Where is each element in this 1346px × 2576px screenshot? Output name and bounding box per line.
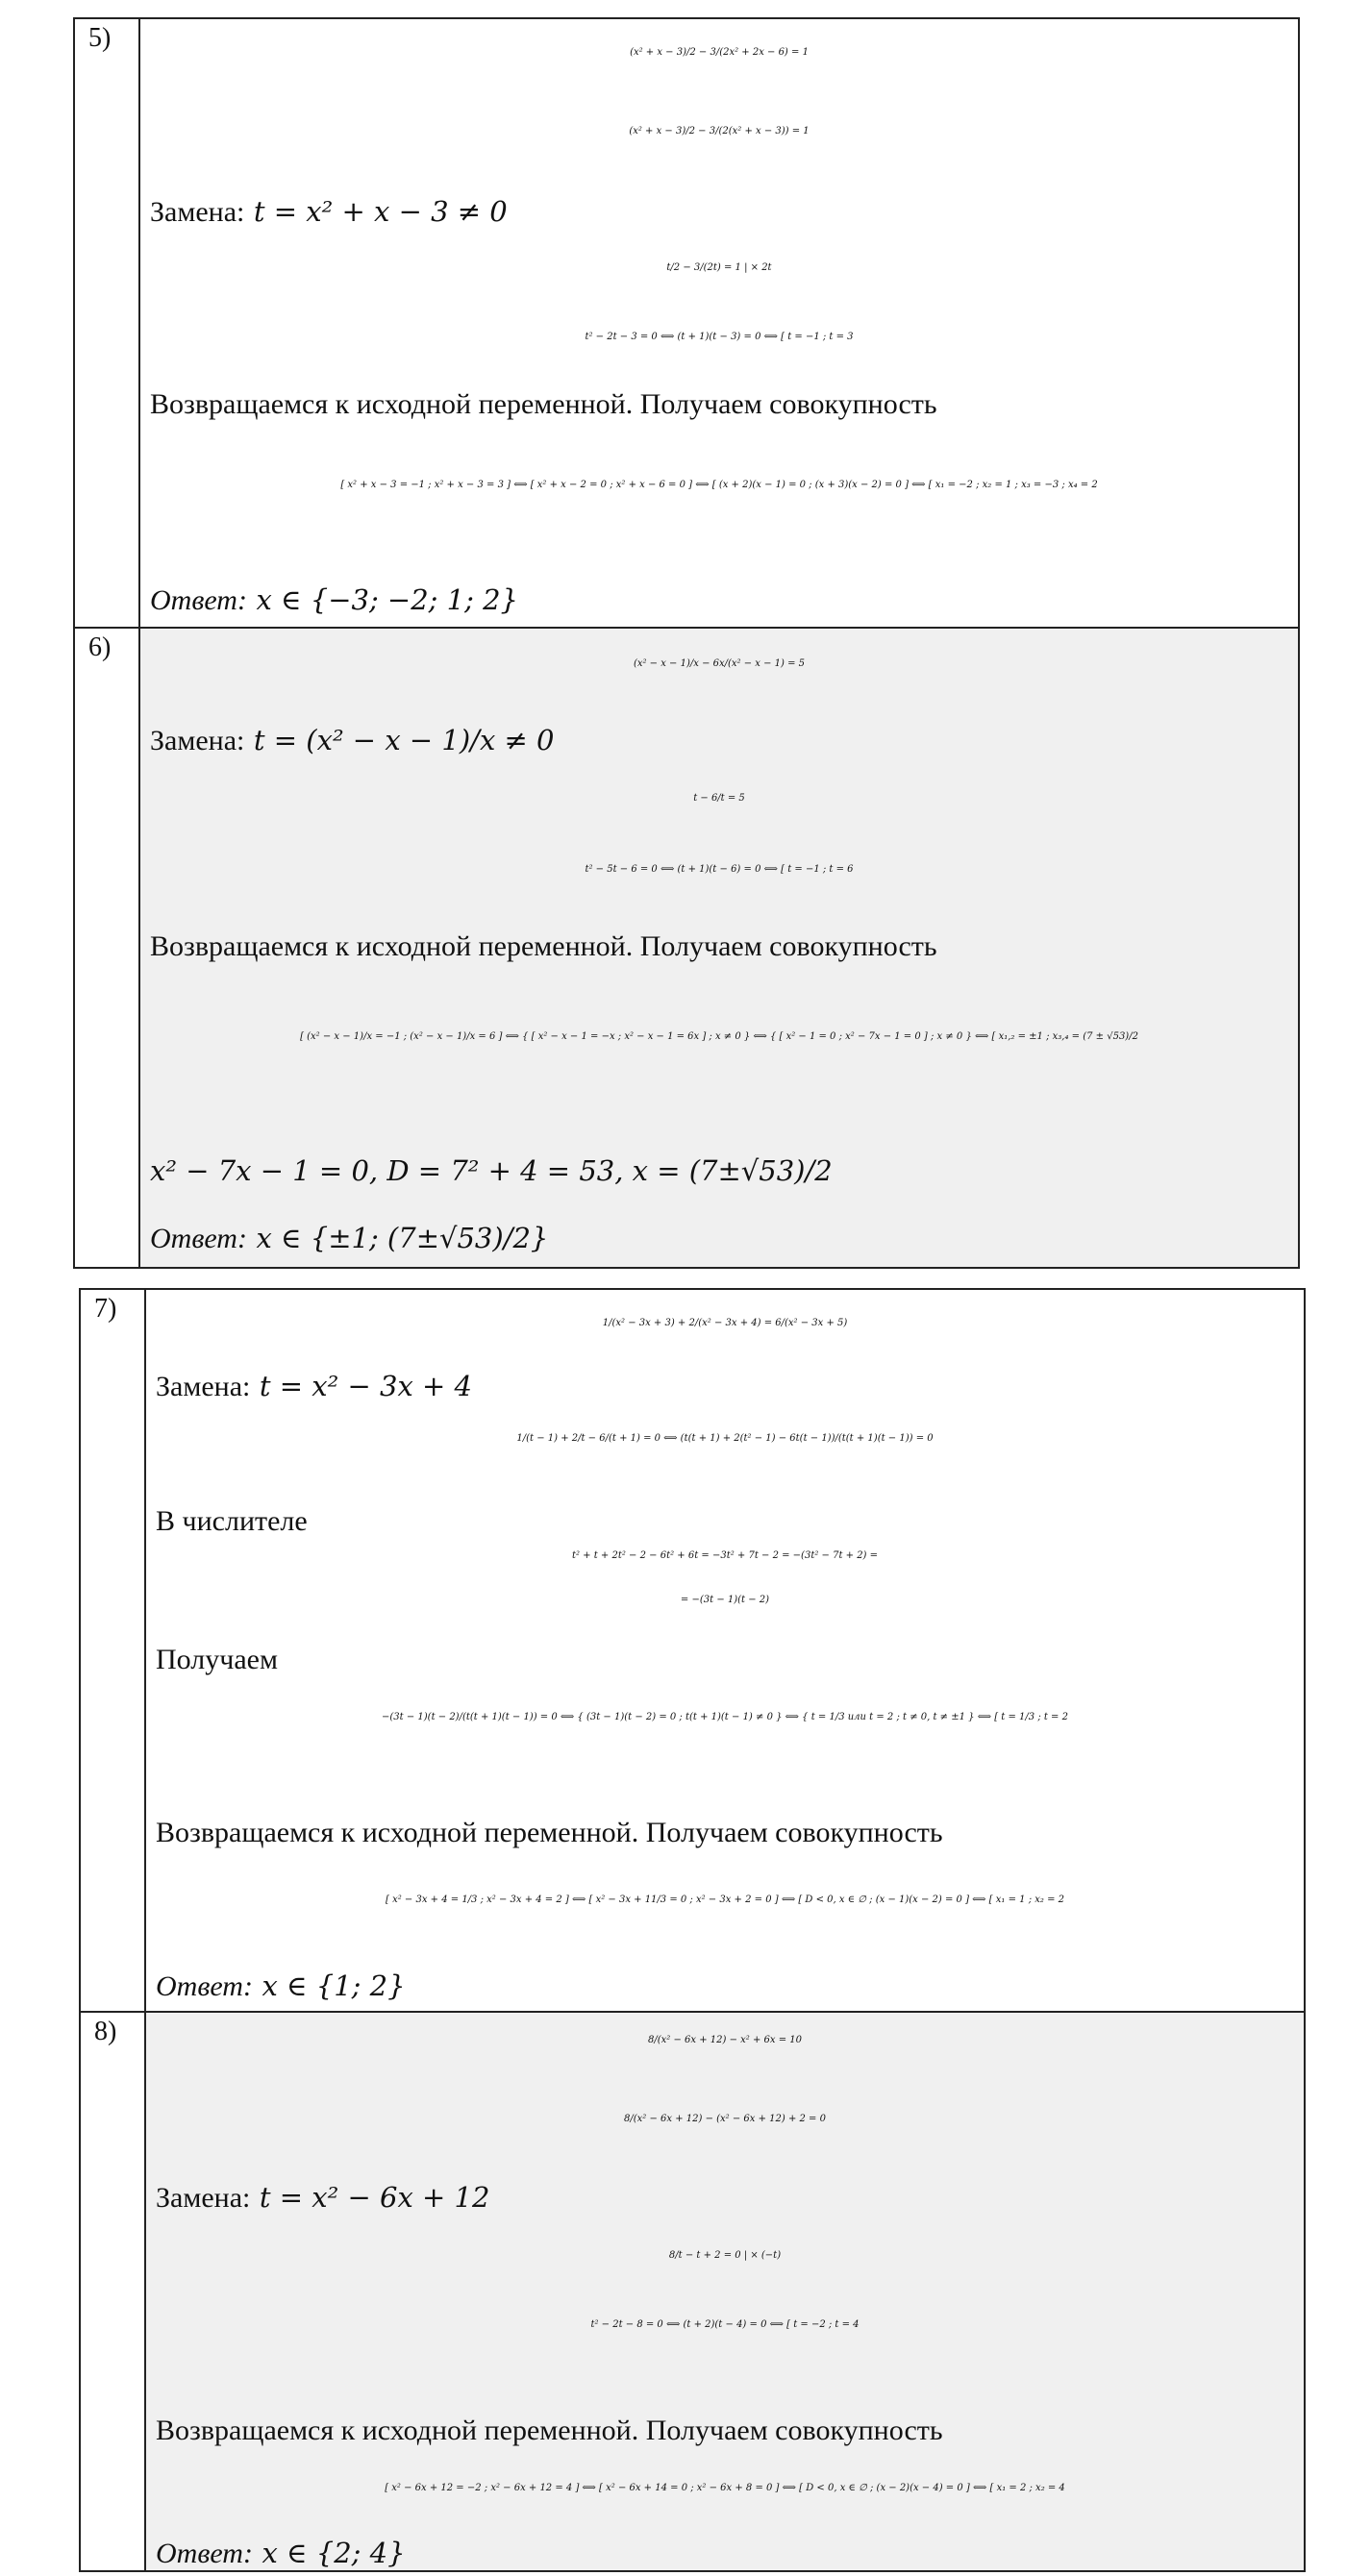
equation: (x² − x − 1)/x − 6x/(x² − x − 1) = 5 xyxy=(633,658,806,669)
system: [ (x² − x − 1)/x = −1 ; (x² − x − 1)/x = 6 ] ⟺ { [ x² − x − 1 = −x ; x² − x − 1 = 6x ] ; x ≠ 0 } ⟺ { [ x² − 1 = 0 ; x² − 7x − 1 = 0 ] ; x ≠ 0 } ⟺ [ x₁,₂ = ±1 ; x₃,₄ = (7 ± √53)/2 xyxy=(300,1031,1138,1042)
return-text: Возвращаемся к исходной переменной. Получаем совокупность xyxy=(156,2415,943,2446)
return-text: Возвращаемся к исходной переменной. Получаем совокупность xyxy=(150,388,937,420)
problem-content xyxy=(140,629,1298,1267)
answer xyxy=(150,1222,549,1254)
substitution-label: Замена: xyxy=(156,1371,251,1402)
substitution-expression: t = x² − 6x + 12 xyxy=(259,2181,490,2214)
answer-label: Ответ: xyxy=(156,1970,253,2002)
equation: 8/(x² − 6x + 12) − x² + 6x = 10 xyxy=(648,2035,802,2045)
substitution-label: Замена: xyxy=(150,196,245,228)
answer-label: Ответ: xyxy=(150,584,247,616)
problem-number: 8) xyxy=(81,2013,146,2570)
problem-number: 7) xyxy=(81,1290,146,2011)
answer xyxy=(156,1969,406,2002)
answer xyxy=(150,583,519,616)
equation: t² − 2t − 8 = 0 ⟺ (t + 2)(t − 4) = 0 ⟺ [ t = −2 ; t = 4 xyxy=(590,2319,860,2330)
substitution-expression: t = x² − 3x + 4 xyxy=(259,1370,473,1402)
equation: (x² + x − 3)/2 − 3/(2(x² + x − 3)) = 1 xyxy=(629,126,810,136)
problem-number: 6) xyxy=(75,629,140,1267)
answer-value: x ∈ {2; 4} xyxy=(262,2537,406,2569)
equation: (x² + x − 3)/2 − 3/(2x² + 2x − 6) = 1 xyxy=(630,47,809,58)
answer-label: Ответ: xyxy=(156,2538,253,2569)
substitution-expression: t = x² + x − 3 ≠ 0 xyxy=(253,195,508,228)
equation: t² − 2t − 3 = 0 ⟺ (t + 1)(t − 3) = 0 ⟺ [ t = −1 ; t = 3 xyxy=(585,332,854,342)
equation: 1/(x² − 3x + 3) + 2/(x² − 3x + 4) = 6/(x² − 3x + 5) xyxy=(602,1318,848,1328)
equation: t/2 − 3/(2t) = 1 | × 2t xyxy=(666,262,772,273)
answer-label: Ответ: xyxy=(150,1223,247,1254)
problem-content xyxy=(146,2013,1304,2570)
substitution xyxy=(150,724,555,756)
substitution xyxy=(150,195,508,228)
return-text: Возвращаемся к исходной переменной. Получаем совокупность xyxy=(150,930,937,962)
solutions-table-2 xyxy=(79,1288,1306,2572)
substitution-label: Замена: xyxy=(150,725,245,756)
substitution-label: Замена: xyxy=(156,2182,251,2214)
return-text: Возвращаемся к исходной переменной. Получаем совокупность xyxy=(156,1817,943,1848)
equation: 1/(t − 1) + 2/t − 6/(t + 1) = 0 ⟺ (t(t + 1) + 2(t² − 1) − 6t(t − 1))/(t(t + 1)(t − 1)) = 0 xyxy=(516,1433,934,1444)
equation: t − 6/t = 5 xyxy=(693,793,745,804)
discriminant: x² − 7x − 1 = 0, D = 7² + 4 = 53, x = (7±√53)/2 xyxy=(150,1154,833,1187)
numerator-expansion: t² + t + 2t² − 2 − 6t² + 6t = −3t² + 7t − 2 = −(3t² − 7t + 2) = xyxy=(571,1550,879,1561)
problem-8 xyxy=(81,2011,1304,2570)
problem-content xyxy=(146,1290,1304,2011)
system: [ x² − 6x + 12 = −2 ; x² − 6x + 12 = 4 ] ⟺ [ x² − 6x + 14 = 0 ; x² − 6x + 8 = 0 ] ⟺ [ D < 0, x ∈ ∅ ; (x − 2)(x − 4) = 0 ] ⟺ [ x₁ = 2 ; x₂ = 4 xyxy=(385,2483,1065,2493)
system: [ x² + x − 3 = −1 ; x² + x − 3 = 3 ] ⟺ [ x² + x − 2 = 0 ; x² + x − 6 = 0 ] ⟺ [ (x + 2)(x − 1) = 0 ; (x + 3)(x − 2) = 0 ] ⟺ [ x₁ = −2 ; x₂ = 1 ; x₃ = −3 ; x₄ = 2 xyxy=(340,480,1098,490)
problem-6 xyxy=(75,627,1298,1267)
substitution xyxy=(156,1370,473,1402)
system: [ x² − 3x + 4 = 1/3 ; x² − 3x + 4 = 2 ] ⟺ [ x² − 3x + 11/3 = 0 ; x² − 3x + 2 = 0 ] ⟺ [ D < 0, x ∈ ∅ ; (x − 1)(x − 2) = 0 ] ⟺ [ x₁ = 1 ; x₂ = 2 xyxy=(386,1895,1064,1905)
problem-7 xyxy=(81,1290,1304,2011)
substitution-expression: t = (x² − x − 1)/x ≠ 0 xyxy=(253,724,555,756)
problem-number: 5) xyxy=(75,19,140,627)
answer-value: x ∈ {1; 2} xyxy=(262,1969,406,2002)
equation: 8/(x² − 6x + 12) − (x² − 6x + 12) + 2 = 0 xyxy=(624,2114,826,2124)
problem-content xyxy=(140,19,1298,627)
answer-value: x ∈ {−3; −2; 1; 2} xyxy=(256,583,519,616)
problem-5 xyxy=(75,19,1298,627)
numerator-label: В числителе xyxy=(156,1505,308,1537)
got-label: Получаем xyxy=(156,1644,278,1675)
substitution xyxy=(156,2181,490,2214)
answer-value: x ∈ {±1; (7±√53)/2} xyxy=(256,1222,549,1254)
system: −(3t − 1)(t − 2)/(t(t + 1)(t − 1)) = 0 ⟺ { (3t − 1)(t − 2) = 0 ; t(t + 1)(t − 1) ≠ 0 } ⟺ { t = 1/3 или t = 2 ; t ≠ 0, t ≠ ±1 } ⟺ [ t = 1/3 ; t = 2 xyxy=(382,1712,1068,1722)
equation: t² − 5t − 6 = 0 ⟺ (t + 1)(t − 6) = 0 ⟺ [ t = −1 ; t = 6 xyxy=(585,864,854,875)
answer xyxy=(156,2539,406,2568)
equation: 8/t − t + 2 = 0 | × (−t) xyxy=(668,2250,782,2261)
numerator-factored: = −(3t − 1)(t − 2) xyxy=(680,1595,770,1605)
solutions-table-1 xyxy=(73,17,1300,1269)
